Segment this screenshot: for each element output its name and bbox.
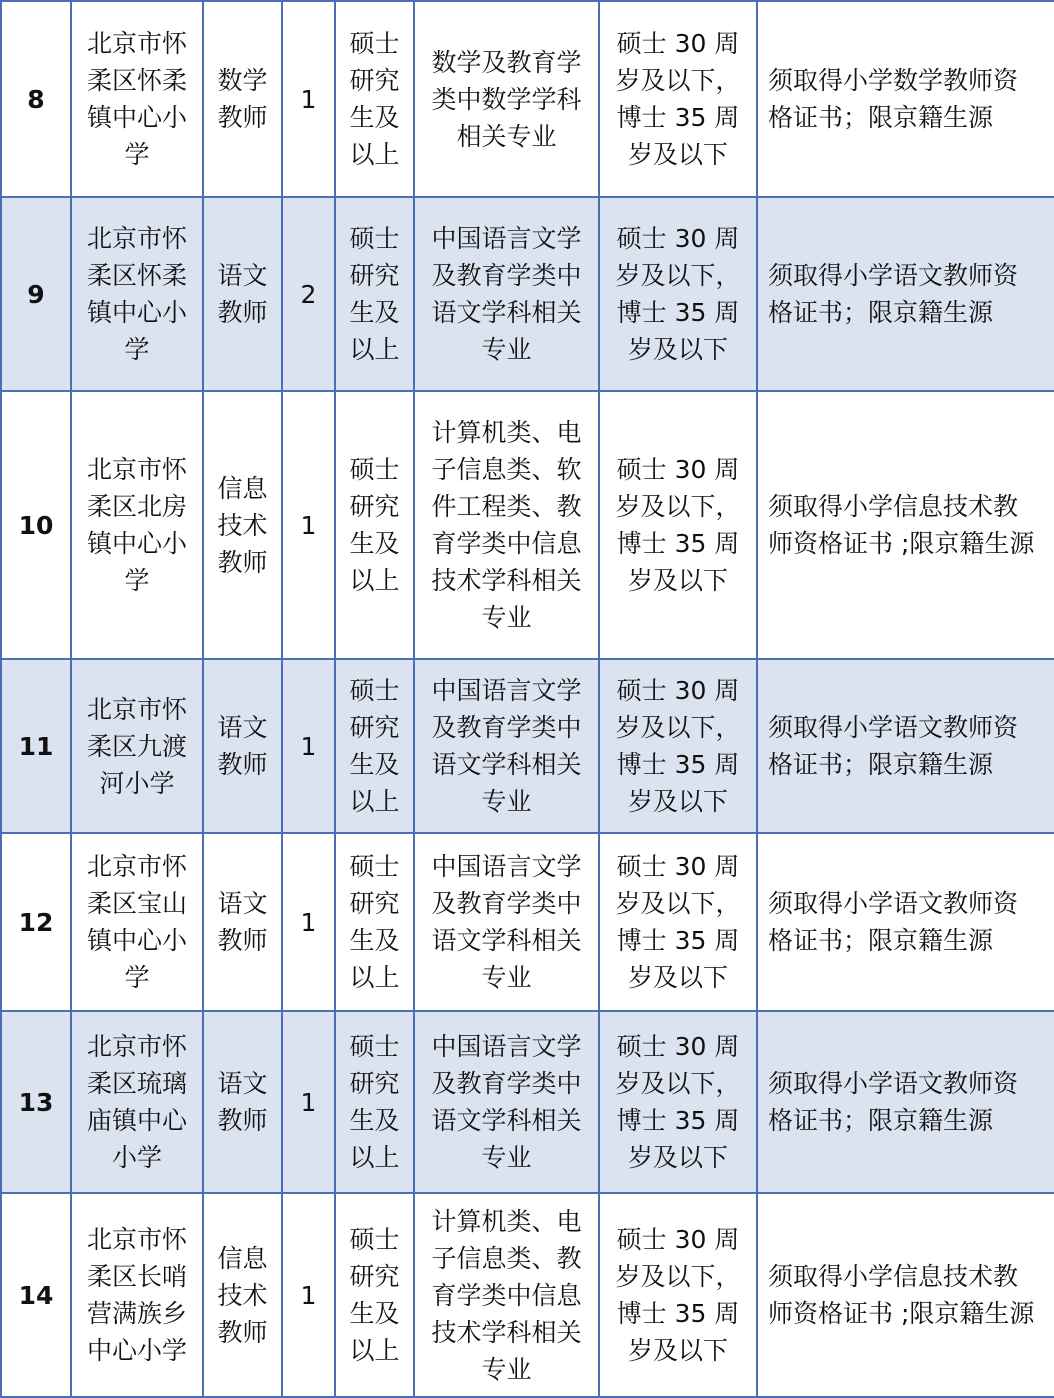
age-cell-line: 岁及以下 bbox=[627, 1336, 728, 1365]
school-cell bbox=[71, 833, 203, 1011]
education-cell-line: 以上 bbox=[349, 963, 400, 992]
education-cell bbox=[335, 197, 414, 391]
education-cell bbox=[335, 1011, 414, 1193]
major-cell-line: 中国语言文学 bbox=[431, 224, 582, 253]
age-cell-line: 岁及以下， bbox=[615, 66, 741, 95]
school-cell-line: 柔区北房 bbox=[86, 492, 187, 521]
age-cell-line: 岁及以下 bbox=[627, 1143, 728, 1172]
school-cell bbox=[71, 197, 203, 391]
school-cell-line: 镇中心小 bbox=[86, 103, 187, 132]
requirement-cell bbox=[757, 1, 1054, 197]
position-cell-line: 语文 bbox=[217, 261, 268, 290]
school-cell-line: 营满族乡 bbox=[86, 1299, 187, 1328]
major-cell-line: 及教育学类中 bbox=[431, 1069, 582, 1098]
age-cell-line: 硕士 30 周 bbox=[616, 676, 740, 705]
position-cell-line: 教师 bbox=[217, 926, 268, 955]
school-cell bbox=[71, 391, 203, 659]
count-cell: 1 bbox=[282, 1, 335, 197]
age-cell bbox=[599, 659, 757, 833]
education-cell-line: 硕士 bbox=[349, 852, 400, 881]
position-cell bbox=[203, 1011, 282, 1193]
table-row bbox=[1, 1, 1054, 197]
education-cell-line: 硕士 bbox=[349, 1225, 400, 1254]
education-cell-line: 以上 bbox=[349, 1336, 400, 1365]
position-cell bbox=[203, 1, 282, 197]
row-index-cell: 8 bbox=[1, 1, 71, 197]
requirement-cell bbox=[757, 391, 1054, 659]
major-cell-line: 中国语言文学 bbox=[431, 676, 582, 705]
major-cell-line: 专业 bbox=[481, 603, 532, 632]
count-cell: 1 bbox=[282, 1193, 335, 1397]
school-cell-line: 北京市怀 bbox=[86, 455, 187, 484]
school-cell bbox=[71, 1011, 203, 1193]
education-cell-line: 以上 bbox=[349, 140, 400, 169]
table-row bbox=[1, 391, 1054, 659]
education-cell-line: 研究 bbox=[349, 261, 400, 290]
age-cell-line: 博士 35 周 bbox=[616, 103, 740, 132]
education-cell-line: 研究 bbox=[349, 889, 400, 918]
school-cell-line: 柔区怀柔 bbox=[86, 261, 187, 290]
major-cell-line: 及教育学类中 bbox=[431, 713, 582, 742]
table-row bbox=[1, 197, 1054, 391]
education-cell-line: 生及 bbox=[349, 298, 400, 327]
count-cell: 1 bbox=[282, 1011, 335, 1193]
age-cell-line: 岁及以下， bbox=[615, 261, 741, 290]
education-cell-line: 研究 bbox=[349, 1262, 400, 1291]
education-cell-line: 硕士 bbox=[349, 455, 400, 484]
education-cell-line: 以上 bbox=[349, 1143, 400, 1172]
age-cell-line: 岁及以下 bbox=[627, 963, 728, 992]
major-cell-line: 类中数学学科 bbox=[431, 84, 582, 114]
count-cell: 1 bbox=[282, 659, 335, 833]
school-cell-line: 柔区长哨 bbox=[86, 1262, 187, 1291]
major-cell-line: 技术学科相关 bbox=[431, 1317, 582, 1347]
school-cell-line: 北京市怀 bbox=[86, 694, 187, 724]
table-row bbox=[1, 659, 1054, 833]
school-cell-line: 柔区宝山 bbox=[86, 889, 187, 918]
age-cell-line: 博士 35 周 bbox=[616, 529, 740, 558]
school-cell-line: 镇中心小 bbox=[86, 926, 187, 955]
requirement-cell-line: 师资格证书 ;限京籍生源 bbox=[768, 1299, 1035, 1328]
education-cell bbox=[335, 391, 414, 659]
position-cell-line: 信息 bbox=[217, 473, 268, 503]
age-cell-line: 岁及以下 bbox=[627, 140, 728, 169]
school-cell-line: 庙镇中心 bbox=[86, 1106, 187, 1135]
education-cell bbox=[335, 1, 414, 197]
age-cell-line: 岁及以下， bbox=[615, 889, 741, 918]
requirement-cell-line: 格证书；限京籍生源 bbox=[768, 926, 994, 955]
education-cell-line: 以上 bbox=[349, 566, 400, 595]
major-cell-line: 专业 bbox=[481, 1354, 532, 1384]
school-cell-line: 北京市怀 bbox=[86, 224, 187, 253]
education-cell-line: 硕士 bbox=[349, 29, 400, 58]
row-index-cell: 12 bbox=[1, 833, 71, 1011]
row-index-cell: 13 bbox=[1, 1011, 71, 1193]
major-cell-line: 专业 bbox=[481, 1143, 532, 1172]
position-cell bbox=[203, 1193, 282, 1397]
age-cell-line: 博士 35 周 bbox=[616, 1106, 740, 1135]
position-cell-line: 技术 bbox=[217, 1280, 268, 1310]
requirement-cell-line: 须取得小学语文教师资 bbox=[768, 713, 1019, 742]
major-cell-line: 语文学科相关 bbox=[431, 926, 582, 955]
major-cell-line: 育学类中信息 bbox=[431, 529, 582, 558]
major-cell bbox=[414, 1011, 599, 1193]
age-cell-line: 博士 35 周 bbox=[616, 1299, 740, 1328]
major-cell bbox=[414, 391, 599, 659]
requirement-cell-line: 须取得小学语文教师资 bbox=[768, 889, 1019, 918]
major-cell-line: 中国语言文学 bbox=[431, 1032, 582, 1061]
education-cell-line: 研究 bbox=[349, 713, 400, 742]
row-index-cell: 14 bbox=[1, 1193, 71, 1397]
school-cell-line: 镇中心小 bbox=[86, 298, 187, 327]
position-cell-line: 语文 bbox=[217, 889, 268, 918]
major-cell-line: 语文学科相关 bbox=[431, 1106, 582, 1135]
requirement-cell-line: 师资格证书 ;限京籍生源 bbox=[768, 529, 1035, 558]
education-cell-line: 生及 bbox=[349, 529, 400, 558]
requirement-cell-line: 须取得小学语文教师资 bbox=[768, 1069, 1019, 1098]
requirement-cell bbox=[757, 833, 1054, 1011]
age-cell-line: 岁及以下， bbox=[615, 1262, 741, 1291]
major-cell-line: 育学类中信息 bbox=[431, 1280, 582, 1310]
major-cell-line: 相关专业 bbox=[456, 121, 557, 151]
age-cell-line: 硕士 30 周 bbox=[616, 1225, 740, 1254]
requirement-cell-line: 格证书；限京籍生源 bbox=[768, 750, 994, 779]
education-cell-line: 研究 bbox=[349, 1069, 400, 1098]
position-cell-line: 信息 bbox=[217, 1243, 268, 1273]
age-cell bbox=[599, 1193, 757, 1397]
table-row bbox=[1, 1193, 1054, 1397]
position-cell-line: 教师 bbox=[217, 1317, 268, 1347]
requirement-cell-line: 须取得小学信息技术教 bbox=[768, 1262, 1019, 1291]
position-cell bbox=[203, 391, 282, 659]
age-cell-line: 硕士 30 周 bbox=[616, 852, 740, 881]
education-cell-line: 硕士 bbox=[349, 224, 400, 253]
major-cell-line: 专业 bbox=[481, 963, 532, 992]
age-cell bbox=[599, 1, 757, 197]
table-body bbox=[1, 1, 1054, 1397]
major-cell-line: 件工程类、教 bbox=[431, 492, 582, 521]
position-cell-line: 教师 bbox=[217, 750, 268, 779]
school-cell-line: 北京市怀 bbox=[86, 29, 187, 58]
count-cell: 1 bbox=[282, 391, 335, 659]
major-cell-line: 数学及教育学 bbox=[431, 47, 582, 77]
age-cell bbox=[599, 1011, 757, 1193]
age-cell-line: 岁及以下， bbox=[615, 713, 741, 742]
school-cell-line: 学 bbox=[124, 566, 150, 595]
major-cell-line: 子信息类、教 bbox=[431, 1243, 582, 1273]
requirement-cell bbox=[757, 197, 1054, 391]
major-cell-line: 中国语言文学 bbox=[431, 852, 582, 881]
school-cell-line: 柔区怀柔 bbox=[86, 66, 187, 95]
age-cell-line: 博士 35 周 bbox=[616, 926, 740, 955]
major-cell bbox=[414, 197, 599, 391]
school-cell-line: 柔区琉璃 bbox=[86, 1069, 187, 1098]
age-cell bbox=[599, 833, 757, 1011]
education-cell-line: 以上 bbox=[349, 335, 400, 364]
school-cell-line: 小学 bbox=[111, 1143, 162, 1172]
requirement-cell-line: 须取得小学数学教师资 bbox=[768, 66, 1019, 95]
school-cell-line: 学 bbox=[124, 140, 150, 169]
school-cell-line: 学 bbox=[124, 335, 150, 364]
major-cell bbox=[414, 1, 599, 197]
requirement-cell-line: 格证书；限京籍生源 bbox=[768, 103, 994, 132]
school-cell-line: 中心小学 bbox=[86, 1336, 187, 1365]
position-cell-line: 技术 bbox=[217, 510, 268, 540]
count-cell: 1 bbox=[282, 833, 335, 1011]
major-cell-line: 子信息类、软 bbox=[431, 455, 582, 484]
position-cell-line: 数学 bbox=[217, 66, 268, 95]
major-cell-line: 技术学科相关 bbox=[431, 566, 582, 595]
school-cell-line: 柔区九渡 bbox=[86, 731, 187, 761]
school-cell-line: 镇中心小 bbox=[86, 529, 187, 558]
major-cell-line: 语文学科相关 bbox=[431, 298, 582, 327]
age-cell-line: 岁及以下， bbox=[615, 1069, 741, 1098]
position-cell-line: 教师 bbox=[217, 1106, 268, 1135]
age-cell bbox=[599, 391, 757, 659]
school-cell bbox=[71, 1193, 203, 1397]
age-cell-line: 硕士 30 周 bbox=[616, 455, 740, 484]
major-cell-line: 计算机类、电 bbox=[431, 1206, 582, 1236]
row-index-cell: 10 bbox=[1, 391, 71, 659]
education-cell bbox=[335, 659, 414, 833]
education-cell-line: 生及 bbox=[349, 1299, 400, 1328]
major-cell bbox=[414, 659, 599, 833]
position-cell bbox=[203, 833, 282, 1011]
position-cell-line: 教师 bbox=[217, 103, 268, 132]
education-cell-line: 研究 bbox=[349, 66, 400, 95]
major-cell-line: 专业 bbox=[481, 335, 532, 364]
education-cell-line: 生及 bbox=[349, 1106, 400, 1135]
school-cell-line: 河小学 bbox=[99, 768, 175, 798]
position-cell-line: 语文 bbox=[217, 1069, 268, 1098]
education-cell-line: 生及 bbox=[349, 926, 400, 955]
age-cell-line: 硕士 30 周 bbox=[616, 224, 740, 253]
major-cell bbox=[414, 833, 599, 1011]
requirement-cell-line: 须取得小学语文教师资 bbox=[768, 261, 1019, 290]
requirement-cell-line: 格证书；限京籍生源 bbox=[768, 298, 994, 327]
education-cell bbox=[335, 833, 414, 1011]
position-cell bbox=[203, 197, 282, 391]
requirement-cell bbox=[757, 659, 1054, 833]
count-cell: 2 bbox=[282, 197, 335, 391]
age-cell-line: 岁及以下 bbox=[627, 566, 728, 595]
age-cell bbox=[599, 197, 757, 391]
row-index-cell: 9 bbox=[1, 197, 71, 391]
education-cell-line: 生及 bbox=[349, 750, 400, 779]
age-cell-line: 岁及以下， bbox=[615, 492, 741, 521]
age-cell-line: 硕士 30 周 bbox=[616, 29, 740, 58]
major-cell bbox=[414, 1193, 599, 1397]
position-cell-line: 教师 bbox=[217, 547, 268, 577]
table-row bbox=[1, 833, 1054, 1011]
school-cell-line: 北京市怀 bbox=[86, 1225, 187, 1254]
major-cell-line: 语文学科相关 bbox=[431, 750, 582, 779]
education-cell-line: 研究 bbox=[349, 492, 400, 521]
education-cell-line: 以上 bbox=[349, 787, 400, 816]
requirement-cell-line: 须取得小学信息技术教 bbox=[768, 492, 1019, 521]
education-cell-line: 硕士 bbox=[349, 1032, 400, 1061]
position-cell-line: 教师 bbox=[217, 298, 268, 327]
requirement-cell bbox=[757, 1193, 1054, 1397]
position-cell bbox=[203, 659, 282, 833]
major-cell-line: 计算机类、电 bbox=[431, 418, 582, 447]
age-cell-line: 博士 35 周 bbox=[616, 298, 740, 327]
school-cell-line: 学 bbox=[124, 963, 150, 992]
education-cell bbox=[335, 1193, 414, 1397]
major-cell-line: 专业 bbox=[481, 787, 532, 816]
school-cell bbox=[71, 1, 203, 197]
school-cell-line: 北京市怀 bbox=[86, 852, 187, 881]
school-cell-line: 北京市怀 bbox=[86, 1032, 187, 1061]
age-cell-line: 岁及以下 bbox=[627, 335, 728, 364]
row-index-cell: 11 bbox=[1, 659, 71, 833]
table-row bbox=[1, 1011, 1054, 1193]
major-cell-line: 及教育学类中 bbox=[431, 261, 582, 290]
age-cell-line: 硕士 30 周 bbox=[616, 1032, 740, 1061]
requirement-cell bbox=[757, 1011, 1054, 1193]
school-cell bbox=[71, 659, 203, 833]
education-cell-line: 硕士 bbox=[349, 676, 400, 705]
age-cell-line: 岁及以下 bbox=[627, 787, 728, 816]
major-cell-line: 及教育学类中 bbox=[431, 889, 582, 918]
education-cell-line: 生及 bbox=[349, 103, 400, 132]
position-cell-line: 语文 bbox=[217, 713, 268, 742]
age-cell-line: 博士 35 周 bbox=[616, 750, 740, 779]
requirement-cell-line: 格证书；限京籍生源 bbox=[768, 1106, 994, 1135]
